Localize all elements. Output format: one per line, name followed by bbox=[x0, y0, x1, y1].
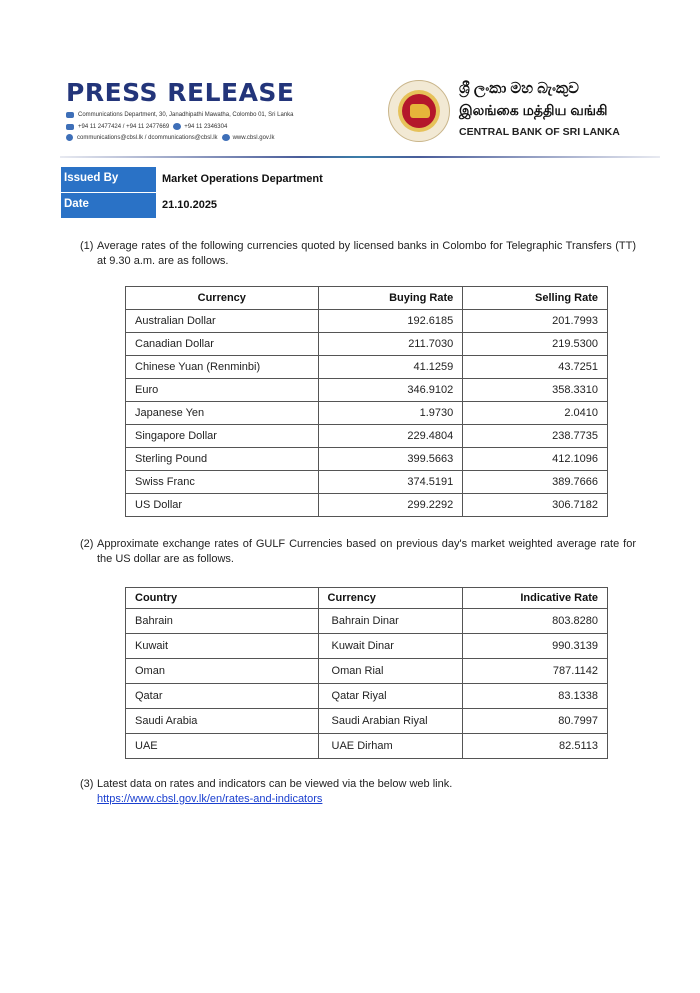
bank-name-sinhala: ශ්‍රී ලංකා මහ බැංකුව bbox=[459, 80, 579, 97]
address-text: Communications Department, 30, Janadhipathi Mawatha, Colombo 01, Sri Lanka bbox=[78, 112, 294, 118]
country-cell: UAE bbox=[126, 734, 319, 759]
currency-cell: Swiss Franc bbox=[126, 471, 319, 494]
selling-rate-cell: 358.3310 bbox=[463, 379, 608, 402]
indicative-rate-cell: 990.3139 bbox=[463, 634, 608, 659]
press-release-header bbox=[66, 78, 646, 148]
lion-icon bbox=[410, 104, 430, 118]
buying-rate-cell: 192.6185 bbox=[318, 310, 463, 333]
section-number: (3) bbox=[80, 778, 94, 790]
country-cell: Kuwait bbox=[126, 634, 319, 659]
table-header-row bbox=[126, 287, 608, 310]
column-header-selling-rate: Selling Rate bbox=[463, 287, 608, 310]
currency-cell: Bahrain Dinar bbox=[318, 609, 463, 634]
fax-icon bbox=[173, 123, 181, 130]
section-2-text bbox=[80, 537, 636, 567]
selling-rate-cell: 43.7251 bbox=[463, 356, 608, 379]
contact-address bbox=[66, 112, 293, 118]
table-row bbox=[126, 494, 608, 517]
date-row bbox=[61, 193, 323, 218]
table-row bbox=[126, 734, 608, 759]
table-row bbox=[126, 333, 608, 356]
bank-name-tamil: இலங்கை மத்திய வங்கி bbox=[459, 102, 608, 118]
issued-by-row bbox=[61, 167, 323, 192]
email-text[interactable]: communications@cbsl.lk / dcommunications@cbsl.lk bbox=[77, 134, 218, 141]
date-label: Date bbox=[61, 193, 156, 218]
bank-name-english: CENTRAL BANK OF SRI LANKA bbox=[459, 126, 620, 138]
buying-rate-cell: 1.9730 bbox=[318, 402, 463, 425]
currency-cell: Kuwait Dinar bbox=[318, 634, 463, 659]
table-row bbox=[126, 684, 608, 709]
buying-rate-cell: 299.2292 bbox=[318, 494, 463, 517]
selling-rate-cell: 2.0410 bbox=[463, 402, 608, 425]
currency-cell: Euro bbox=[126, 379, 319, 402]
press-release-title: PRESS RELEASE bbox=[66, 78, 295, 107]
section-body: Approximate exchange rates of GULF Currencies based on previous day's market weighted average rate for the US dollar are as follows. bbox=[97, 538, 636, 565]
indicative-rate-cell: 787.1142 bbox=[463, 659, 608, 684]
envelope-icon bbox=[66, 112, 74, 118]
header-divider bbox=[60, 156, 660, 158]
currency-cell: Saudi Arabian Riyal bbox=[318, 709, 463, 734]
selling-rate-cell: 201.7993 bbox=[463, 310, 608, 333]
section-1-text bbox=[80, 239, 636, 269]
rates-and-indicators-link[interactable]: https://www.cbsl.gov.lk/en/rates-and-indicators bbox=[97, 793, 323, 805]
phone-text: +94 11 2477424 / +94 11 2477669 bbox=[78, 123, 170, 130]
section-body: Average rates of the following currencies quoted by licensed banks in Colombo for Telegraphic Transfers (TT) at 9.30 a.m. are as follows. bbox=[97, 240, 636, 267]
section-body: Latest data on rates and indicators can be viewed via the below web link. bbox=[97, 778, 453, 790]
buying-rate-cell: 229.4804 bbox=[318, 425, 463, 448]
buying-rate-cell: 399.5663 bbox=[318, 448, 463, 471]
indicative-rate-cell: 80.7997 bbox=[463, 709, 608, 734]
country-cell: Oman bbox=[126, 659, 319, 684]
table-row bbox=[126, 448, 608, 471]
column-header-currency: Currency bbox=[318, 588, 463, 609]
buying-rate-cell: 346.9102 bbox=[318, 379, 463, 402]
selling-rate-cell: 238.7735 bbox=[463, 425, 608, 448]
currency-cell: Japanese Yen bbox=[126, 402, 319, 425]
issued-by-label: Issued By bbox=[61, 167, 156, 192]
column-header-country: Country bbox=[126, 588, 319, 609]
currency-cell: Singapore Dollar bbox=[126, 425, 319, 448]
at-icon bbox=[66, 134, 73, 141]
currency-cell: Canadian Dollar bbox=[126, 333, 319, 356]
table-row bbox=[126, 609, 608, 634]
section-number: (2) bbox=[80, 538, 94, 550]
currency-cell: Chinese Yuan (Renminbi) bbox=[126, 356, 319, 379]
gulf-rates-table bbox=[125, 587, 608, 759]
column-header-buying-rate: Buying Rate bbox=[318, 287, 463, 310]
tt-rates-table bbox=[125, 286, 608, 517]
column-header-indicative-rate: Indicative Rate bbox=[463, 588, 608, 609]
column-header-currency: Currency bbox=[126, 287, 319, 310]
buying-rate-cell: 374.5191 bbox=[318, 471, 463, 494]
currency-cell: Sterling Pound bbox=[126, 448, 319, 471]
country-cell: Bahrain bbox=[126, 609, 319, 634]
section-3-text bbox=[80, 777, 636, 807]
selling-rate-cell: 219.5300 bbox=[463, 333, 608, 356]
section-number: (1) bbox=[80, 240, 94, 252]
currency-cell: Oman Rial bbox=[318, 659, 463, 684]
buying-rate-cell: 211.7030 bbox=[318, 333, 463, 356]
contact-email bbox=[66, 134, 274, 141]
website-text[interactable]: www.cbsl.gov.lk bbox=[232, 134, 275, 141]
table-row bbox=[126, 634, 608, 659]
table-row bbox=[126, 471, 608, 494]
cbsl-emblem-logo bbox=[388, 80, 450, 142]
issued-by-value: Market Operations Department bbox=[162, 173, 323, 185]
table-header-row bbox=[126, 588, 608, 609]
indicative-rate-cell: 803.8280 bbox=[463, 609, 608, 634]
table-row bbox=[126, 379, 608, 402]
contact-phone bbox=[66, 123, 227, 130]
table-row bbox=[126, 356, 608, 379]
table-row bbox=[126, 402, 608, 425]
country-cell: Saudi Arabia bbox=[126, 709, 319, 734]
release-meta bbox=[61, 167, 323, 219]
table-row bbox=[126, 709, 608, 734]
selling-rate-cell: 306.7182 bbox=[463, 494, 608, 517]
table-row bbox=[126, 425, 608, 448]
currency-cell: UAE Dirham bbox=[318, 734, 463, 759]
selling-rate-cell: 412.1096 bbox=[463, 448, 608, 471]
indicative-rate-cell: 82.5113 bbox=[463, 734, 608, 759]
fax-text: +94 11 2346304 bbox=[184, 123, 228, 130]
currency-cell: US Dollar bbox=[126, 494, 319, 517]
table-row bbox=[126, 310, 608, 333]
table-row bbox=[126, 659, 608, 684]
globe-icon bbox=[222, 134, 230, 141]
selling-rate-cell: 389.7666 bbox=[463, 471, 608, 494]
country-cell: Qatar bbox=[126, 684, 319, 709]
buying-rate-cell: 41.1259 bbox=[318, 356, 463, 379]
date-value: 21.10.2025 bbox=[162, 199, 218, 211]
currency-cell: Qatar Riyal bbox=[318, 684, 463, 709]
currency-cell: Australian Dollar bbox=[126, 310, 319, 333]
indicative-rate-cell: 83.1338 bbox=[463, 684, 608, 709]
phone-icon bbox=[66, 124, 74, 130]
